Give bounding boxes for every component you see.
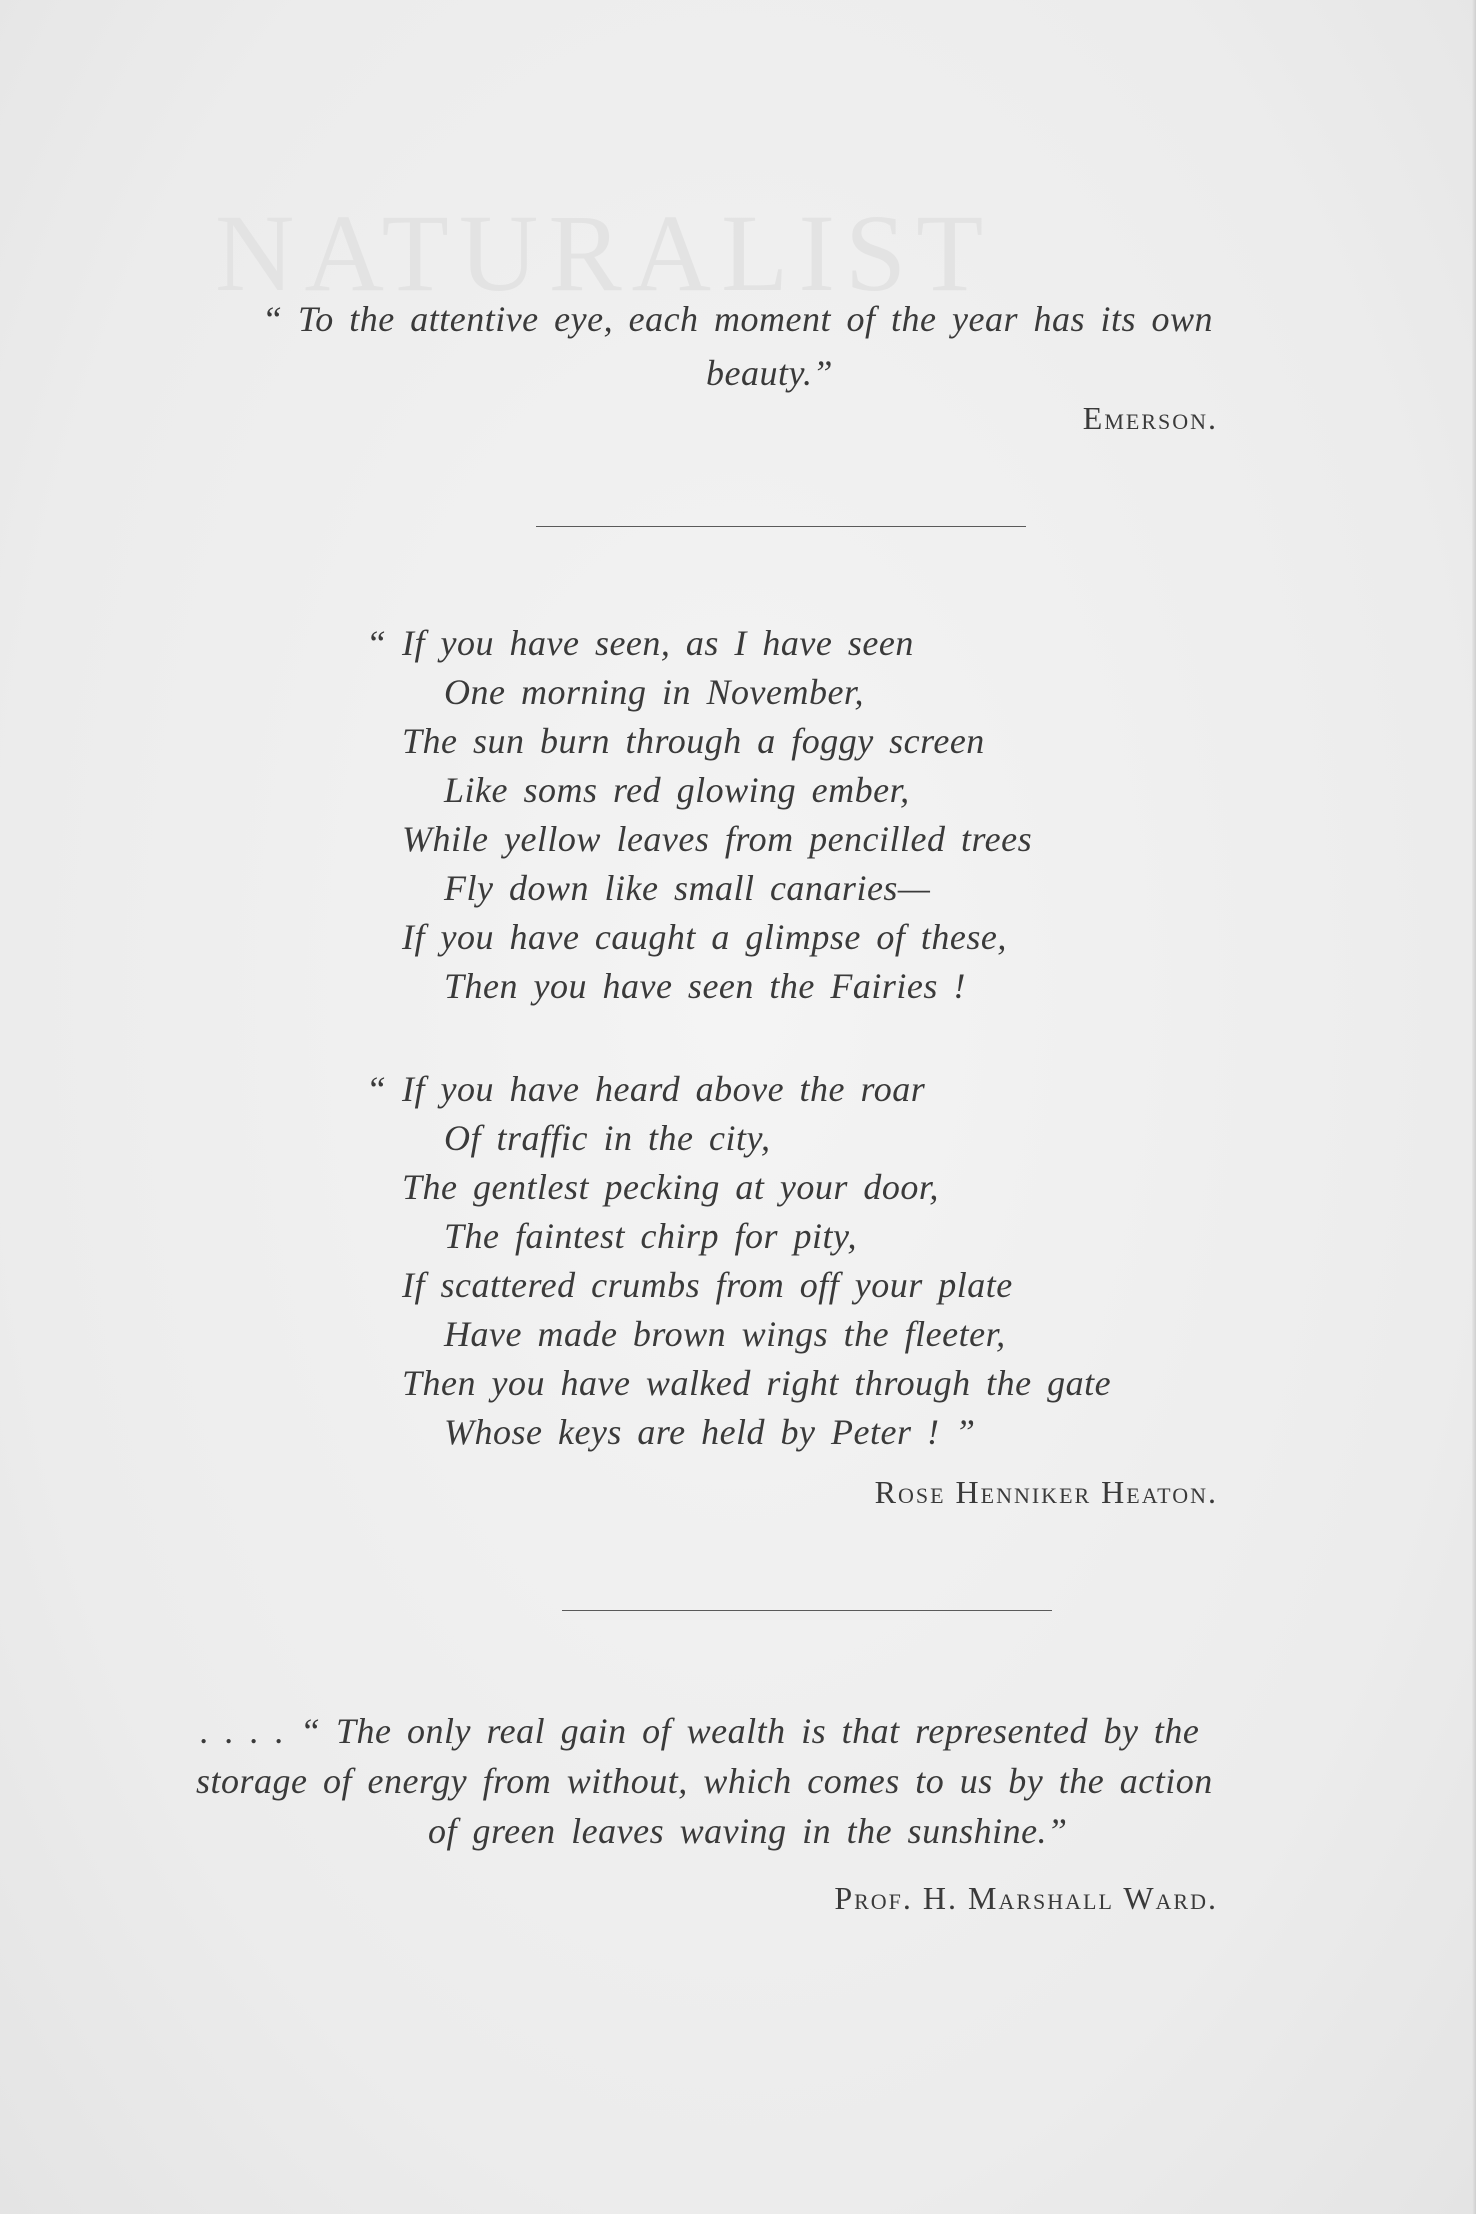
quote3-line3: of green leaves waving in the sunshine.” <box>428 1811 1068 1851</box>
quote1-line1: “ To the attentive eye, each moment of the year has its own <box>262 299 1214 339</box>
quote1-author: Emerson. <box>1082 400 1218 436</box>
divider-1 <box>536 526 1026 527</box>
show-through: NATURALIST <box>215 192 994 314</box>
quote1-line2: beauty.” <box>706 353 833 393</box>
poem-line-2: One morning in November, <box>444 672 864 712</box>
poem-line-16: Whose keys are held by Peter ! ” <box>444 1412 976 1452</box>
poem-line-9: “ If you have heard above the roar <box>366 1069 926 1109</box>
page-edge <box>1472 0 1476 2214</box>
poem-author: Rose Henniker Heaton. <box>874 1474 1218 1510</box>
poem-line-5: While yellow leaves from pencilled trees <box>402 819 1033 859</box>
poem-line-1: “ If you have seen, as I have seen <box>366 623 914 663</box>
quote3-line1: . . . . “ The only real gain of wealth is that represented by the <box>200 1711 1200 1751</box>
poem-line-3: The sun burn through a foggy screen <box>402 721 985 761</box>
quote3-line2: storage of energy from without, which comes to us by the action <box>196 1761 1213 1801</box>
quote3-author: Prof. H. Marshall Ward. <box>834 1880 1218 1916</box>
divider-2 <box>562 1610 1052 1611</box>
poem-line-14: Have made brown wings the fleeter, <box>444 1314 1006 1354</box>
poem-line-7: If you have caught a glimpse of these, <box>402 917 1007 957</box>
poem-line-15: Then you have walked right through the gate <box>402 1363 1112 1403</box>
poem-line-6: Fly down like small canaries— <box>444 868 931 908</box>
poem-line-10: Of traffic in the city, <box>444 1118 771 1158</box>
poem-line-13: If scattered crumbs from off your plate <box>402 1265 1013 1305</box>
poem-line-4: Like soms red glowing ember, <box>444 770 910 810</box>
poem-line-8: Then you have seen the Fairies ! <box>444 966 966 1006</box>
poem-line-12: The faintest chirp for pity, <box>444 1216 857 1256</box>
poem-line-11: The gentlest pecking at your door, <box>402 1167 939 1207</box>
